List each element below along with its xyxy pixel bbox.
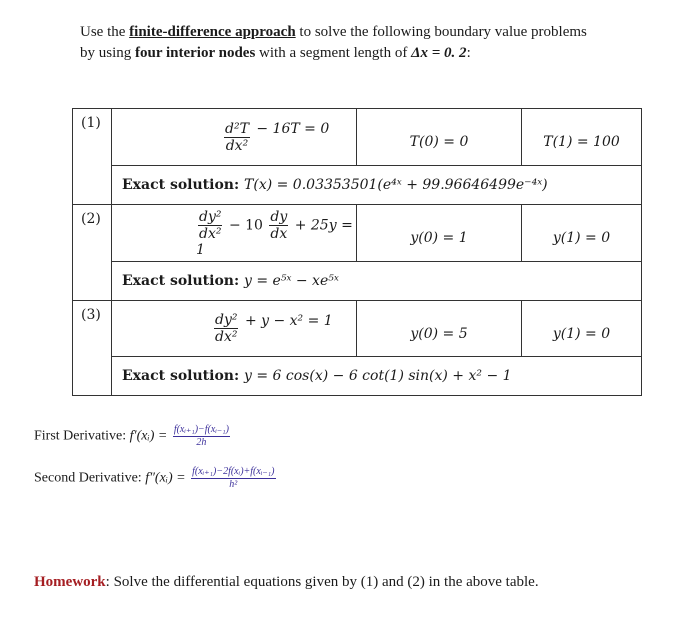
exact-row-3 bbox=[73, 357, 642, 396]
ode-2: $\frac{\text{dy²}}{\text{dx²}}$ − 10 $\frac{dy}{dx}$ + 25y = 1 bbox=[196, 208, 353, 258]
ode-cell bbox=[112, 109, 357, 166]
exact-row-2 bbox=[73, 262, 642, 301]
method-name: finite-difference approach bbox=[129, 24, 296, 40]
problem-index: (1) bbox=[73, 109, 112, 205]
exact-solution: Exact solution: y = e⁵ˣ − xe⁵ˣ bbox=[112, 262, 642, 301]
intro-text: to solve the following boundary value problems bbox=[295, 24, 587, 40]
first-derivative-formula: First Derivative: f′(xᵢ) = $\frac{\text{f(xᵢ₊₁)−f(xᵢ₋₁)}}{2h}$ bbox=[34, 424, 229, 448]
homework-label: Homework bbox=[34, 574, 106, 590]
intro-text: with a segment length of bbox=[255, 45, 412, 61]
problem-row-3 bbox=[73, 301, 642, 357]
problem-statement bbox=[80, 22, 660, 64]
problem-index: (3) bbox=[73, 301, 112, 396]
right-bc: T(1) = 100 bbox=[522, 109, 642, 166]
ode-cell bbox=[112, 205, 357, 262]
left-bc: y(0) = 5 bbox=[357, 301, 522, 357]
segment-length: Δx = 0. 2 bbox=[411, 45, 467, 61]
node-count: four interior nodes bbox=[135, 45, 256, 61]
ode-1: $\frac{\text{d²T}}{\text{dx²}}$ − 16T = 0 bbox=[225, 120, 330, 154]
right-bc: y(1) = 0 bbox=[522, 205, 642, 262]
intro-text: : bbox=[466, 45, 471, 61]
exact-solution: Exact solution: T(x) = 0.03353501(e⁴ˣ + 99.96646499e⁻⁴ˣ) bbox=[112, 166, 642, 205]
problem-row-2 bbox=[73, 205, 642, 262]
intro-text: by using bbox=[80, 45, 136, 61]
ode-cell bbox=[112, 301, 357, 357]
left-bc: T(0) = 0 bbox=[357, 109, 522, 166]
problem-row-1 bbox=[73, 109, 642, 166]
ode-3: $\frac{\text{dy²}}{\text{dx²}}$ + y − x² = 1 bbox=[215, 312, 333, 345]
homework-text: : Solve the differential equations given by (1) and (2) in the above table. bbox=[105, 574, 539, 590]
bvp-table bbox=[72, 108, 642, 396]
left-bc: y(0) = 1 bbox=[357, 205, 522, 262]
second-derivative-formula: Second Derivative: f″(xᵢ) = $\frac{\text{f(xᵢ₊₁)−2f(xᵢ)+f(xᵢ₋₁)}}{\text{h²}}$ bbox=[34, 466, 275, 490]
problem-index: (2) bbox=[73, 205, 112, 301]
homework-note bbox=[34, 574, 539, 591]
right-bc: y(1) = 0 bbox=[522, 301, 642, 357]
intro-text: Use the bbox=[80, 24, 130, 40]
exact-solution: Exact solution: y = 6 cos(x) − 6 cot(1) sin(x) + x² − 1 bbox=[112, 357, 642, 396]
exact-row-1 bbox=[73, 166, 642, 205]
